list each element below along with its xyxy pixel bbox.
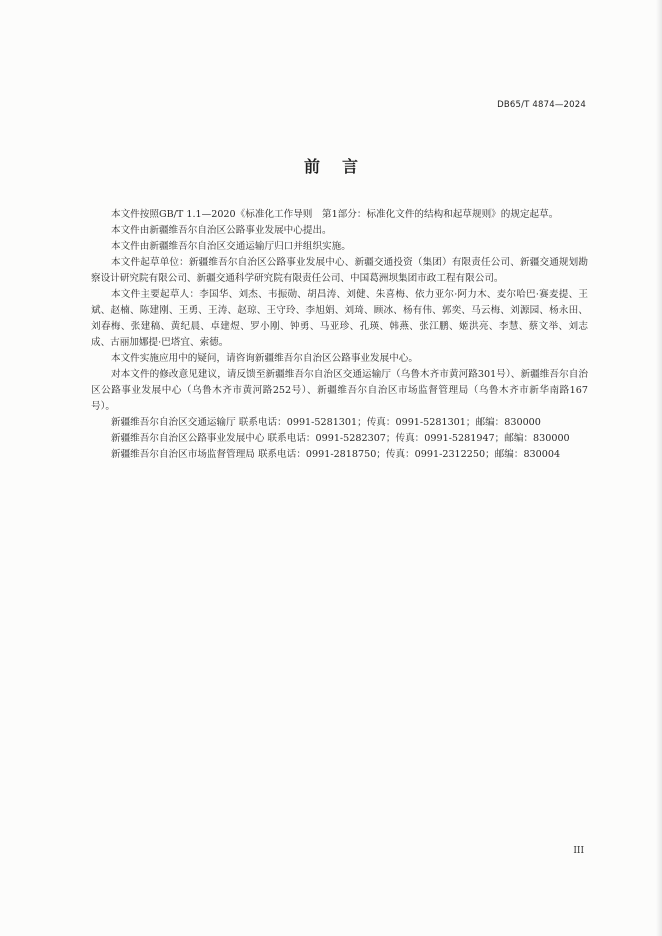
contact-line: 新疆维吾尔自治区交通运输厅 联系电话：0991-5281301；传真：0991-5281301；邮编：830000 xyxy=(111,417,541,428)
paragraph-drafters: 本文件主要起草人：李国华、刘杰、韦振勋、胡昌涛、刘健、朱喜梅、依力亚尔·阿力木、麦尔哈巴·赛麦提、王斌、赵楠、陈建刚、王勇、王涛、赵琼、王守玲、李旭娟、刘琦、顾冰、杨有伟、郭奕、马云梅、刘源园、杨永田、刘春梅、张建稿、黄纪晨、卓建煜、罗小刚、钟勇、马亚珍、孔瑛、韩燕、张江鹏、姬洪亮、李慧、蔡文举、刘志成、古丽加娜提·巴塔宜、索德。 xyxy=(91,289,588,348)
contact-list xyxy=(91,415,588,463)
contact-line: 新疆维吾尔自治区公路事业发展中心 联系电话：0991-5282307；传真：0991-5281947；邮编：830000 xyxy=(111,433,570,444)
paragraph-inquiries: 本文件实施应用中的疑问，请咨询新疆维吾尔自治区公路事业发展中心。 xyxy=(111,353,418,364)
paragraph-feedback: 对本文件的修改意见建议，请反馈至新疆维吾尔自治区交通运输厅（乌鲁木齐市黄河路301号）、新疆维吾尔自治区公路事业发展中心（乌鲁木齐市黄河路252号）、新疆维吾尔自治区市场监督管理局（乌鲁木齐市新华南路167号）。 xyxy=(91,369,588,412)
contact-line: 新疆维吾尔自治区市场监督管理局 联系电话：0991-2818750；传真：0991-2312250；邮编：830004 xyxy=(111,449,561,460)
page-title: 前言 xyxy=(303,157,380,176)
paragraph-proposer: 本文件由新疆维吾尔自治区公路事业发展中心提出。 xyxy=(111,225,332,236)
page-number: III xyxy=(573,846,584,856)
page-edge-shadow xyxy=(656,0,662,936)
document-code: DB65/T 4874—2024 xyxy=(497,100,586,110)
paragraph-drafting-rules: 本文件按照GB/T 1.1—2020《标准化工作导则 第1部分：标准化文件的结构和起草规则》的规定起草。 xyxy=(111,209,559,220)
paragraph-drafting-units: 本文件起草单位：新疆维吾尔自治区公路事业发展中心、新疆交通投资（集团）有限责任公司、新疆交通规划勘察设计研究院有限公司、新疆交通科学研究院有限责任公司、中国葛洲坝集团市政工程有限公司。 xyxy=(91,257,588,284)
paragraph-administrator: 本文件由新疆维吾尔自治区交通运输厅归口并组织实施。 xyxy=(111,241,351,252)
foreword-body xyxy=(91,207,588,463)
